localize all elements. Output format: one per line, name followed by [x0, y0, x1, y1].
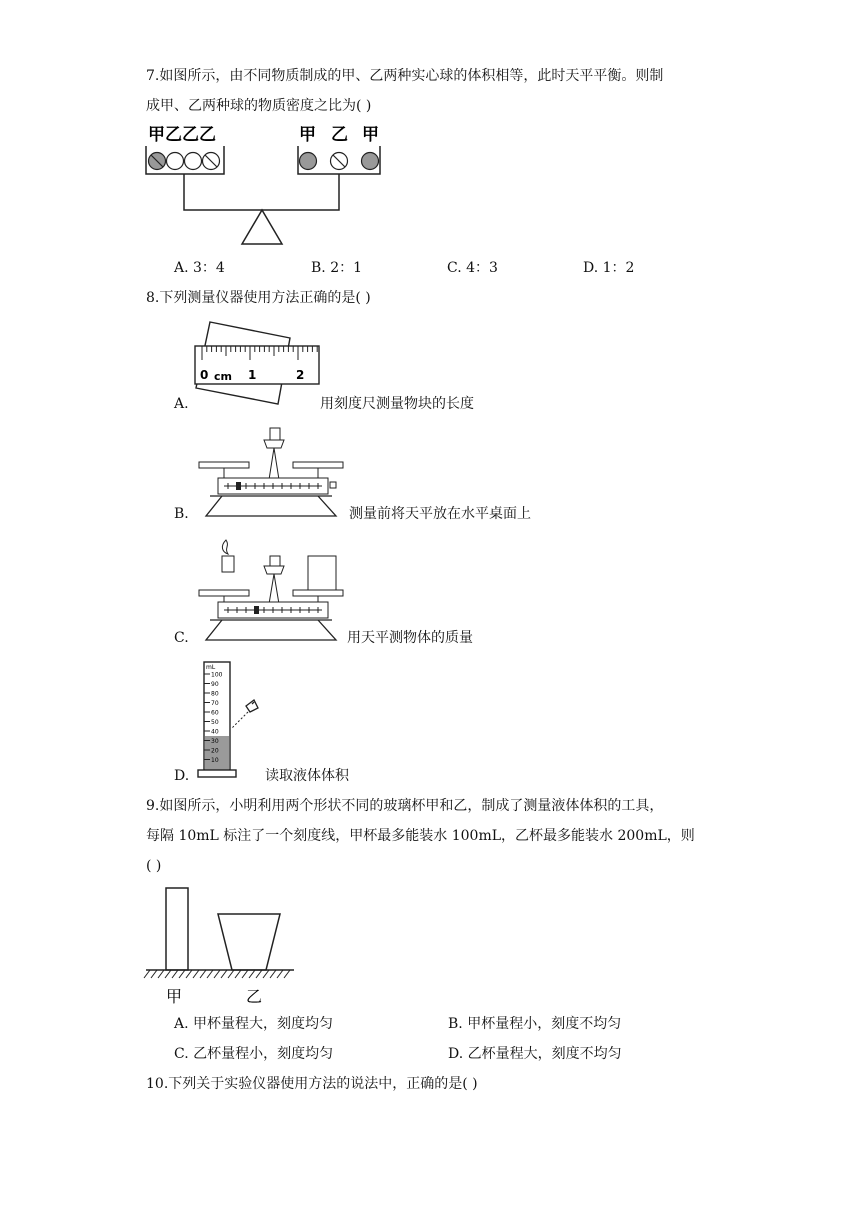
q8-cylinder-tick-label: 70 [211, 700, 219, 707]
q8-cylinder-base [198, 770, 236, 777]
q9-label-yi: 乙 [246, 987, 263, 1006]
q8-cylinder-tick-label: 20 [211, 747, 219, 755]
q7-balance-figure [140, 118, 390, 250]
q8-ruler-zero: 0 [200, 368, 209, 382]
q8-option-d-letter[interactable]: D. [174, 768, 190, 784]
q8-cylinder-tick-label: 90 [211, 681, 219, 688]
q8-ruler-figure [190, 318, 325, 408]
q7-left-labels: 甲乙乙乙 [148, 125, 216, 145]
q8-cylinder-tick-label: 60 [211, 709, 219, 717]
q8-ruler-one: 1 [248, 368, 257, 382]
q8-cylinder-tick-label: 10 [211, 757, 219, 764]
q7-option-a[interactable]: A. 3：4 [174, 260, 225, 276]
q8-cylinder-unit: mL [206, 664, 216, 671]
q8-cylinder-tick-label: 50 [211, 719, 219, 726]
q9-stem-line2: 每隔 10mL 标注了一个刻度线，甲杯最多能装水 100mL，乙杯最多能装水 200mL，则 [146, 828, 695, 844]
q7-option-c[interactable]: C. 4：3 [447, 260, 498, 276]
q7-beam [184, 174, 339, 210]
q8-eye-icon [246, 700, 258, 712]
q8-cylinder-figure [196, 658, 276, 780]
q7-stem-line1: 7.如图所示，由不同物质制成的甲、乙两种实心球的体积相等，此时天平平衡。则制 [146, 68, 664, 84]
q8-option-c-letter[interactable]: C. [174, 630, 189, 646]
q8-option-c-text[interactable]: 用天平测物体的质量 [347, 630, 473, 646]
q9-stem-line1: 9.如图所示，小明利用两个形状不同的玻璃杯甲和乙，制成了测量液体体积的工具， [146, 798, 664, 814]
q7-stem-line2: 成甲、乙两种球的物质密度之比为( ) [146, 98, 372, 114]
q9-label-jia: 甲 [166, 987, 183, 1006]
q8-option-b-letter[interactable]: B. [174, 506, 189, 522]
q8-option-d-text[interactable]: 读取液体体积 [265, 768, 349, 784]
q9-option-b[interactable]: B. 甲杯量程小，刻度不均匀 [448, 1016, 622, 1032]
q8-cylinder-tick-label: 40 [211, 728, 219, 736]
q8-balance-b-figure [196, 424, 346, 518]
q8-cylinder-tick-label: 30 [211, 738, 219, 745]
q8-balance-c-figure [196, 536, 346, 646]
q8-option-a-letter[interactable]: A. [174, 396, 189, 412]
q9-option-d[interactable]: D. 乙杯量程大，刻度不均匀 [448, 1046, 622, 1062]
q8-stem: 8.下列测量仪器使用方法正确的是( ) [146, 290, 371, 306]
q7-fulcrum [242, 210, 282, 244]
q9-option-a[interactable]: A. 甲杯量程大，刻度均匀 [174, 1016, 334, 1032]
q9-cups-figure [144, 884, 294, 1008]
q10-stem: 10.下列关于实验仪器使用方法的说法中，正确的是( ) [146, 1076, 478, 1092]
q8-option-b-text[interactable]: 测量前将天平放在水平桌面上 [349, 506, 531, 522]
q7-option-d[interactable]: D. 1：2 [583, 260, 635, 276]
q9-stem-line3: ( ) [146, 858, 162, 874]
q8-cylinder-tick-label: 80 [211, 690, 219, 698]
q9-cup-jia [166, 888, 188, 970]
q7-right-label-3: 甲 [362, 125, 379, 145]
q8-ruler-two: 2 [296, 368, 305, 382]
q8-cylinder-tick-label: 100 [211, 671, 223, 679]
q8-option-a-text[interactable]: 用刻度尺测量物块的长度 [320, 396, 474, 412]
q9-cup-yi [218, 914, 280, 970]
q7-option-b[interactable]: B. 2：1 [311, 260, 363, 276]
q9-option-c[interactable]: C. 乙杯量程小，刻度均匀 [174, 1046, 334, 1062]
q7-right-label-1: 甲 [299, 125, 316, 145]
q8-ruler-unit: cm [214, 370, 232, 383]
q7-right-label-2: 乙 [331, 125, 348, 145]
